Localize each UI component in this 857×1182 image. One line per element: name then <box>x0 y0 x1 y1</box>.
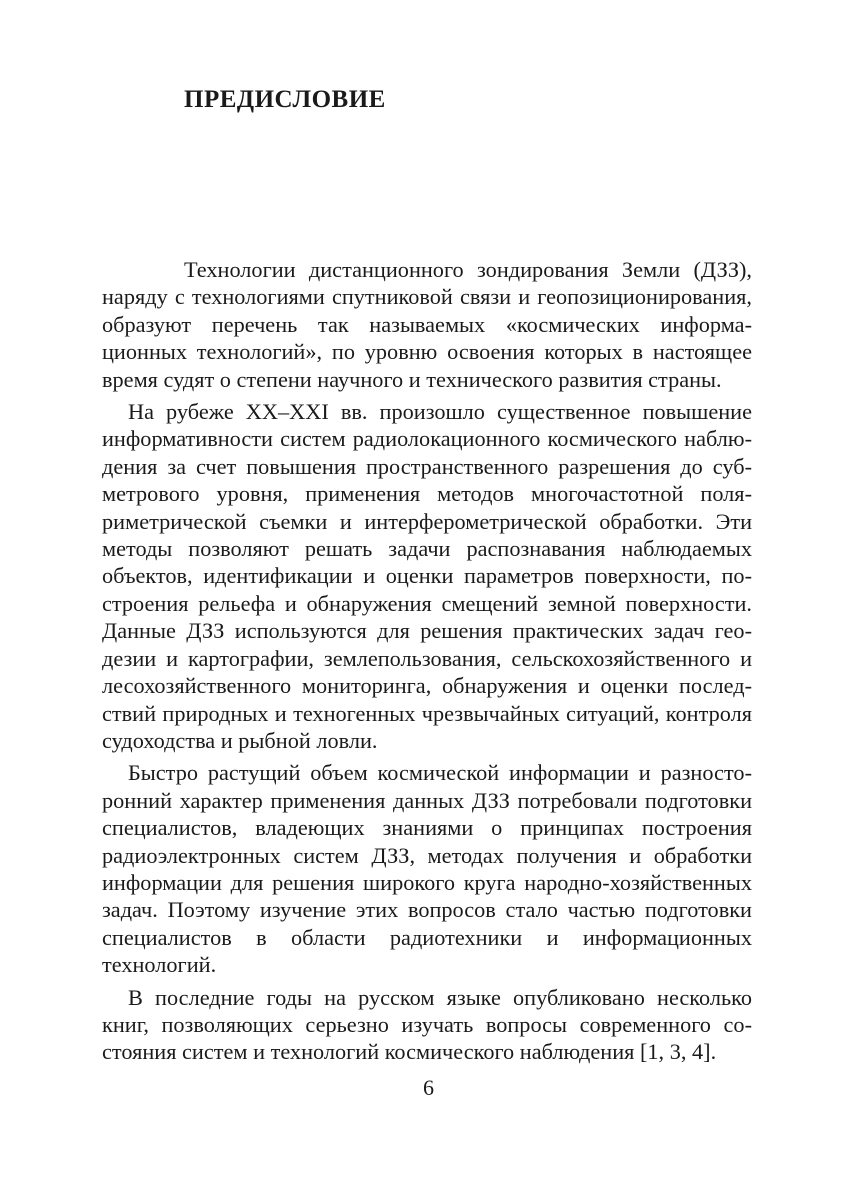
body-text <box>102 256 752 1066</box>
page-number: 6 <box>423 1075 434 1100</box>
page-heading: ПРЕДИСЛОВИЕ <box>184 86 386 113</box>
paragraph-1: Технологии дистанционного зондирования Земли (ДЗЗ), наряду с технологиями спутниковой связи и геопозиционирования, образуют перечень так называемых «космических информационных технологий», по уровню освоения которых в настоящее время судят о степени научного и технического развития страны. <box>102 257 752 392</box>
paragraph-2: На рубеже XX–XXI вв. произошло существенное повышение информативности систем радиолокационного космического наблюдения за счет повышения пространственного разрешения до субметрового уровня, применения методов многочастотной поляриметрической съемки и интерферометрической обработки. Эти методы позволяют решать задачи распознавания наблюдаемых объектов, идентификации и оценки параметров поверхности, построения рельефа и обнаружения смещений земной поверхности. Данные ДЗЗ используются для решения практических задач геодезии и картографии, землепользования, сельскохозяйственного и лесохозяйственного мониторинга, обнаружения и оценки последствий природных и техногенных чрезвычайных ситуаций, контроля судоходства и рыбной ловли. <box>102 399 752 753</box>
paragraph-4: В последние годы на русском языке опубликовано несколько книг, позволяющих серьезно изучать вопросы современного состояния систем и технологий космического наблюдения [1, 3, 4]. <box>102 984 752 1065</box>
paragraph-3: Быстро растущий объем космической информации и разносторонний характер применения данных ДЗЗ потребовали подготовки специалистов, владеющих знаниями о принципах построения радиоэлектронных систем ДЗЗ, методах получения и обработки информации для решения широкого круга народно-хозяйственных задач. Поэтому изучение этих вопросов стало частью подготовки специалистов в области радиотехники и информационных технологий. <box>102 760 752 978</box>
